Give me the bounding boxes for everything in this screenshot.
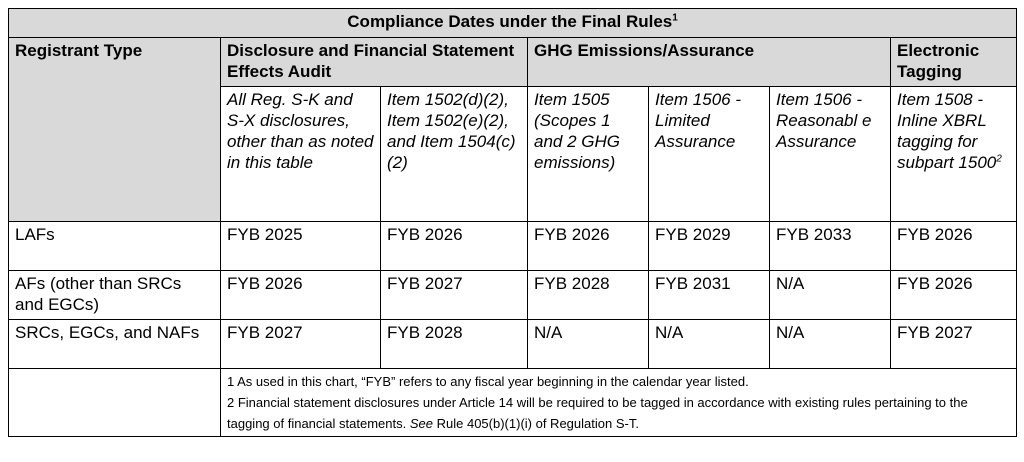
table-row bbox=[9, 320, 1017, 369]
limited-assurance-date-cell: N/A bbox=[649, 320, 770, 369]
compliance-dates-table bbox=[8, 8, 1017, 437]
tagging-date-cell: FYB 2026 bbox=[891, 271, 1017, 320]
subheader-item-1508 bbox=[891, 87, 1017, 222]
item1508-footnote-marker: 2 bbox=[996, 153, 1002, 165]
table-title-text: Compliance Dates under the Final Rules bbox=[347, 12, 673, 31]
item1505-date-cell: FYB 2028 bbox=[528, 271, 649, 320]
footnotes-blank-cell bbox=[9, 369, 221, 437]
header-registrant-type: Registrant Type bbox=[9, 38, 221, 222]
registrant-type-cell: SRCs, EGCs, and NAFs bbox=[9, 320, 221, 369]
limited-assurance-date-cell: FYB 2031 bbox=[649, 271, 770, 320]
table-row bbox=[9, 222, 1017, 271]
item1505-date-cell: FYB 2026 bbox=[528, 222, 649, 271]
registrant-type-cell: AFs (other than SRCs and EGCs) bbox=[9, 271, 221, 320]
table-row bbox=[9, 271, 1017, 320]
footnote-2-see: See bbox=[409, 416, 433, 431]
reasonable-assurance-date-cell: N/A bbox=[770, 320, 891, 369]
footnote-1: 1 As used in this chart, “FYB” refers to any fiscal year beginning in the calendar year listed. bbox=[227, 374, 749, 389]
item1502-date-cell: FYB 2028 bbox=[381, 320, 528, 369]
title-footnote-marker: 1 bbox=[672, 12, 678, 24]
registrant-type-cell: LAFs bbox=[9, 222, 221, 271]
subheader-item-1506-reasonable: Item 1506 - Reasonabl e Assurance bbox=[770, 87, 891, 222]
header-electronic-tagging: Electronic Tagging bbox=[891, 38, 1017, 87]
item1502-date-cell: FYB 2027 bbox=[381, 271, 528, 320]
item1505-date-cell: N/A bbox=[528, 320, 649, 369]
subheader-item-1505: Item 1505 (Scopes 1 and 2 GHG emissions) bbox=[528, 87, 649, 222]
table-title bbox=[9, 9, 1017, 38]
footnotes-cell bbox=[221, 369, 1017, 437]
tagging-date-cell: FYB 2026 bbox=[891, 222, 1017, 271]
limited-assurance-date-cell: FYB 2029 bbox=[649, 222, 770, 271]
subheader-all-reg: All Reg. S-K and S-X disclosures, other than as noted in this table bbox=[221, 87, 381, 222]
footnote-2-text: 2 Financial statement disclosures under Article 14 will be required to be tagged in accordance with existing rules pertaining to the tagging of financial statements. bbox=[227, 395, 968, 431]
footnote-2-citation: Rule 405(b)(1)(i) of Regulation S-T. bbox=[436, 416, 639, 431]
all-reg-date-cell: FYB 2027 bbox=[221, 320, 381, 369]
subheader-item-1502: Item 1502(d)(2), Item 1502(e)(2), and Item 1504(c)(2) bbox=[381, 87, 528, 222]
subheader-item-1508-text: Item 1508 - Inline XBRL tagging for subpart 1500 bbox=[897, 90, 997, 172]
reasonable-assurance-date-cell: FYB 2033 bbox=[770, 222, 891, 271]
all-reg-date-cell: FYB 2025 bbox=[221, 222, 381, 271]
tagging-date-cell: FYB 2027 bbox=[891, 320, 1017, 369]
group-header-row bbox=[9, 38, 1017, 87]
footnotes-row bbox=[9, 369, 1017, 437]
item1502-date-cell: FYB 2026 bbox=[381, 222, 528, 271]
subheader-item-1506-limited: Item 1506 - Limited Assurance bbox=[649, 87, 770, 222]
header-ghg-emissions-assurance: GHG Emissions/Assurance bbox=[528, 38, 891, 87]
reasonable-assurance-date-cell: N/A bbox=[770, 271, 891, 320]
all-reg-date-cell: FYB 2026 bbox=[221, 271, 381, 320]
header-disclosure-audit: Disclosure and Financial Statement Effects Audit bbox=[221, 38, 528, 87]
table-title-row bbox=[9, 9, 1017, 38]
footnote-2 bbox=[227, 392, 1010, 434]
